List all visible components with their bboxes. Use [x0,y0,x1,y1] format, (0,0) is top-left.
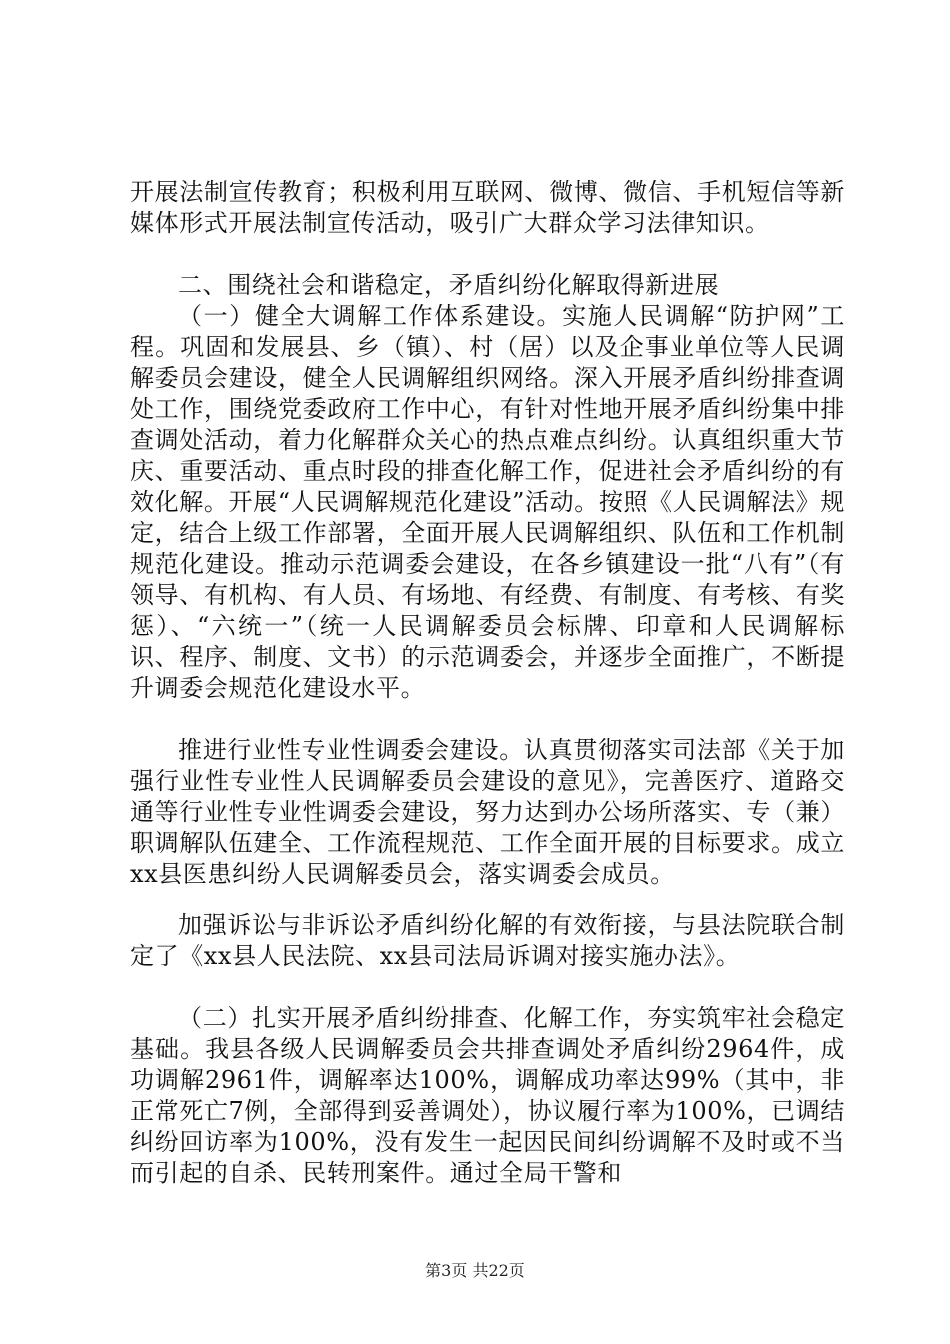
paragraph-mediation-system: （一）健全大调解工作体系建设。实施人民调解“防护网”工程。巩固和发展县、乡（镇）、村（居）以及企事业单位等人民调解委员会建设，健全人民调解组织网络。深入开展矛盾纠纷排查调处工作，围绕党委政府工作中心，有针对性地开展矛盾纠纷集中排查调处活动，着力化解群众关心的热点难点纠纷。认真组织重大节庆、重要活动、重点时段的排查化解工作，促进社会矛盾纠纷的有效化解。开展“人民调解规范化建设”活动。按照《人民调解法》规定，结合上级工作部署，全面开展人民调解组织、队伍和工作机制规范化建设。推动示范调委会建设，在各乡镇建设一批“八有”（有领导、有机构、有人员、有场地、有经费、有制度、有考核、有奖惩）、“六统一”（统一人民调解委员会标牌、印章和人民调解标识、程序、制度、文书）的示范调委会，并逐步全面推广，不断提升调委会规范化建设水平。 [130,302,845,702]
paragraph-dispute-resolution: （二）扎实开展矛盾纠纷排查、化解工作，夯实筑牢社会稳定基础。我县各级人民调解委员会共排查调处矛盾纠纷2964件，成功调解2961件，调解率达100%，调解成功率达99%（其中，非正常死亡7例，全部得到妥善调处），协议履行率为100%，已调结纠纷回访率为100%，没有发生一起因民间纠纷调解不及时或不当而引起的自杀、民转刑案件。通过全局干警和 [130,1004,845,1187]
paragraph-litigation-link: 加强诉讼与非诉讼矛盾纠纷化解的有效衔接，与县法院联合制定了《xx县人民法院、xx县司法局诉调对接实施办法》。 [130,911,845,970]
paragraph-legal-publicity: 开展法制宣传教育；积极利用互联网、微博、微信、手机短信等新媒体形式开展法制宣传活动，吸引广大群众学习法律知识。 [130,178,845,237]
paragraph-industry-committee: 推进行业性专业性调委会建设。认真贯彻落实司法部《关于加强行业性专业性人民调解委员会建设的意见》，完善医疗、道路交通等行业性专业性调委会建设，努力达到办公场所落实、专（兼）职调解队伍建全、工作流程规范、工作全面开展的目标要求。成立xx县医患纠纷人民调解委员会，落实调委会成员。 [130,736,845,888]
section-heading-two: 二、围绕社会和谐稳定，矛盾纠纷化解取得新进展 [178,271,720,299]
page-footer: 第3页 共22页 [425,1261,525,1280]
